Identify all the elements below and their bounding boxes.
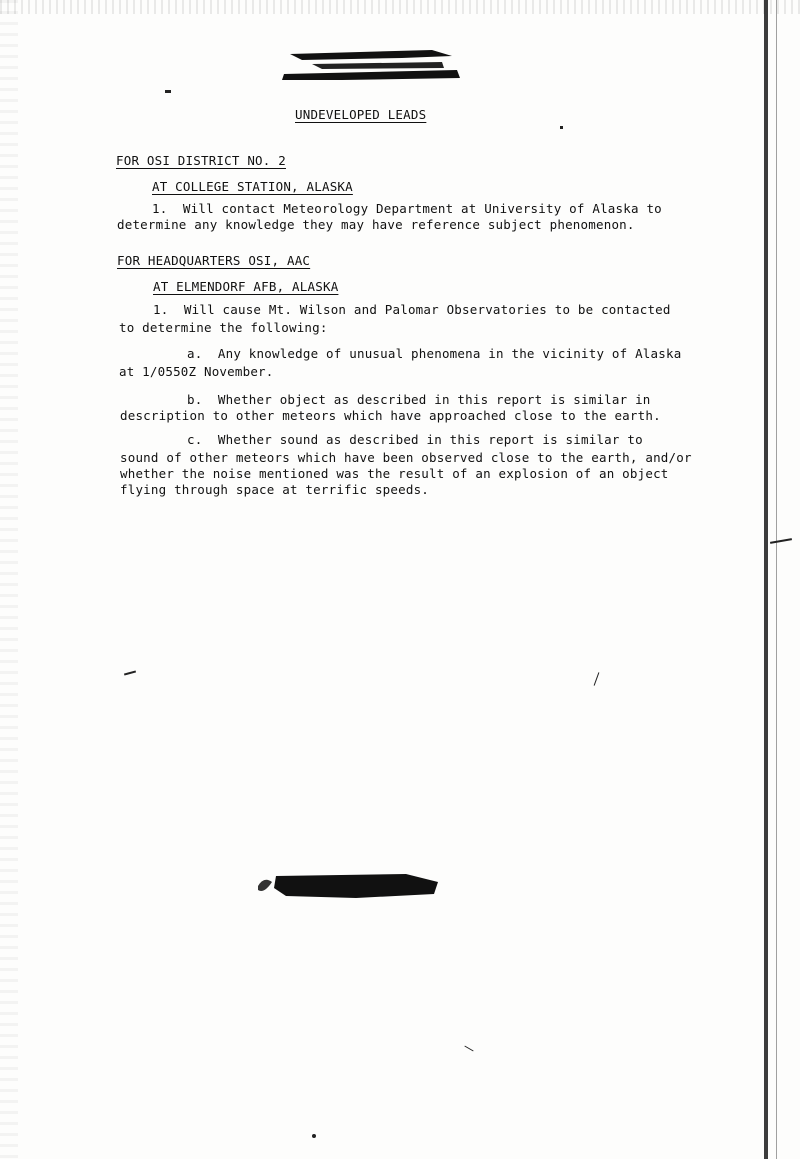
speck <box>560 126 563 129</box>
speck <box>770 538 792 544</box>
section-location: AT COLLEGE STATION, ALASKA <box>152 179 353 194</box>
redaction-mark-top <box>282 44 462 84</box>
speck <box>464 1046 473 1052</box>
speck <box>165 90 171 93</box>
scan-edge-right <box>764 0 768 1159</box>
paragraph-line: a. Any knowledge of unusual phenomena in the vicinity of Alaska <box>187 346 682 361</box>
paragraph-line: 1. Will contact Meteorology Department at University of Alaska to <box>152 201 662 216</box>
section-heading: FOR HEADQUARTERS OSI, AAC <box>117 253 311 268</box>
paragraph-line: description to other meteors which have approached close to the earth. <box>120 408 661 423</box>
document-title: UNDEVELOPED LEADS <box>295 107 427 122</box>
speck <box>124 670 136 675</box>
scan-noise-left <box>0 0 18 1159</box>
paragraph-line: determine any knowledge they may have reference subject phenomenon. <box>117 217 635 232</box>
paragraph-line: b. Whether object as described in this report is similar in <box>187 392 651 407</box>
paragraph-line: flying through space at terrific speeds. <box>120 482 430 497</box>
speck <box>312 1134 316 1138</box>
paragraph-line: c. Whether sound as described in this report is similar to <box>187 432 643 447</box>
scan-edge-right-thin <box>776 0 777 1159</box>
paragraph-line: at 1/0550Z November. <box>119 364 274 379</box>
paragraph-line: whether the noise mentioned was the result of an explosion of an object <box>120 466 669 481</box>
paragraph-line: to determine the following: <box>119 320 328 335</box>
paragraph-line: 1. Will cause Mt. Wilson and Palomar Observatories to be contacted <box>153 302 671 317</box>
paragraph-line: sound of other meteors which have been observed close to the earth, and/or <box>120 450 692 465</box>
redaction-mark-bottom <box>256 868 440 904</box>
section-heading: FOR OSI DISTRICT NO. 2 <box>116 153 286 168</box>
section-location: AT ELMENDORF AFB, ALASKA <box>153 279 339 294</box>
speck <box>594 672 600 685</box>
scan-noise-top <box>0 0 800 14</box>
